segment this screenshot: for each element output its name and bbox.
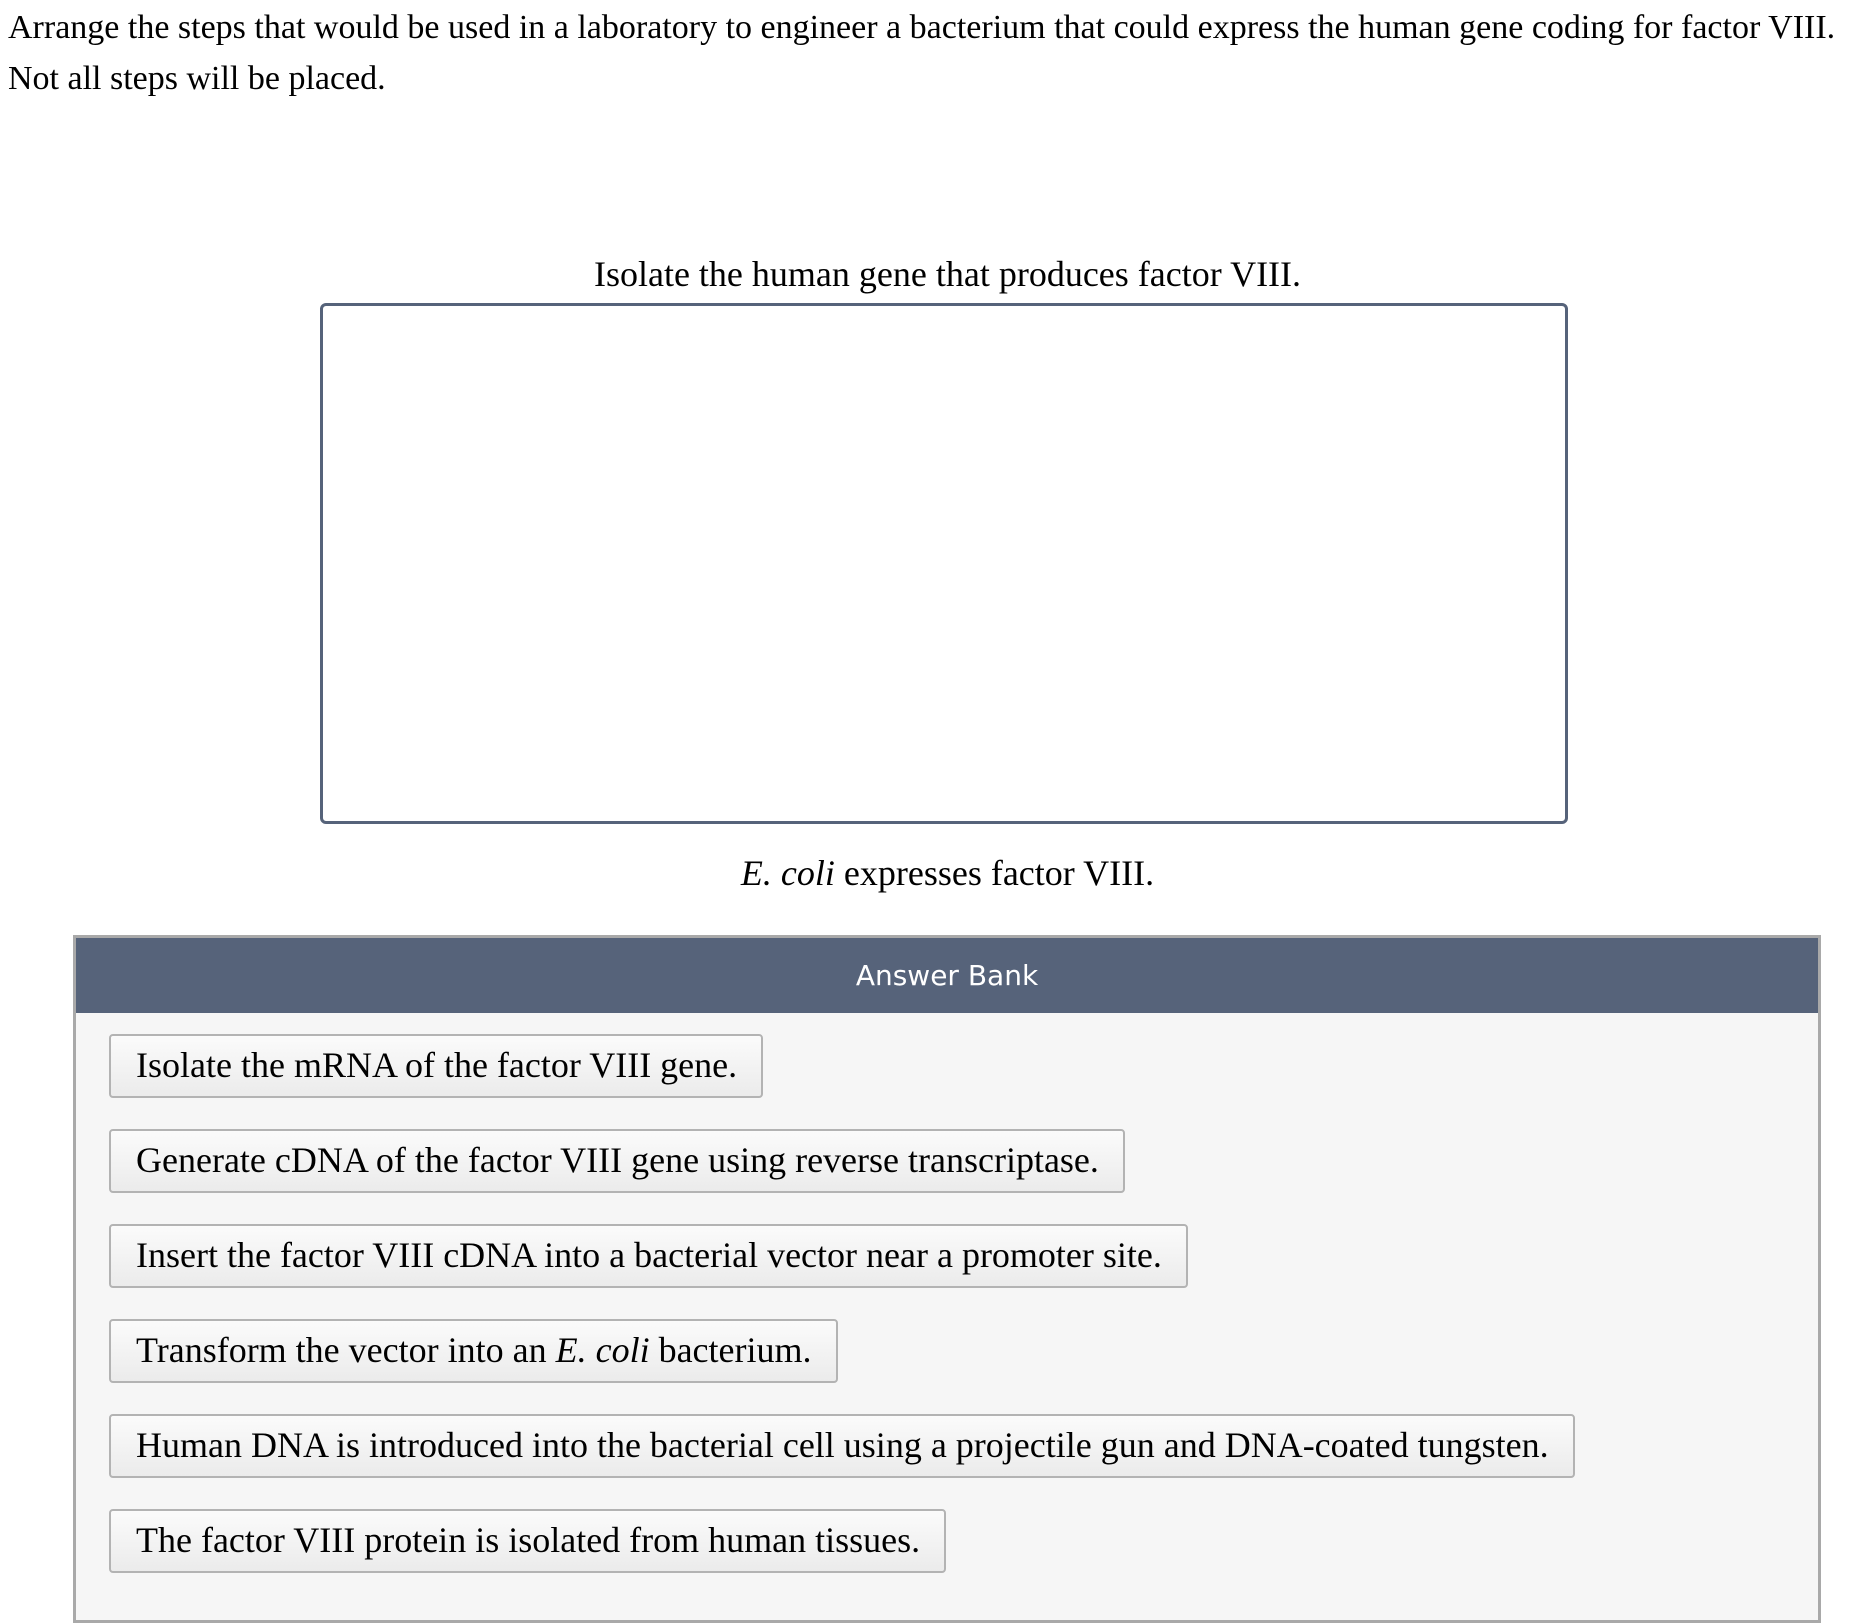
answer-chip-isolate-mrna[interactable]: Isolate the mRNA of the factor VIII gene.	[109, 1034, 763, 1098]
answer-chip-gene-gun[interactable]: Human DNA is introduced into the bacterial cell using a projectile gun and DNA-coated tungsten.	[109, 1414, 1575, 1478]
sequence-end-organism: E. coli	[740, 853, 835, 893]
answer-chip-transform-organism: E. coli	[555, 1330, 650, 1370]
answer-chip-insert-cdna[interactable]: Insert the factor VIII cDNA into a bacterial vector near a promoter site.	[109, 1224, 1188, 1288]
question-text: Arrange the steps that would be used in a laboratory to engineer a bacterium that could express the human gene coding for factor VIII. Not all steps will be placed.	[8, 9, 1836, 97]
sequence-dropzone[interactable]	[320, 303, 1568, 824]
answer-chip-transform-text-before: Transform the vector into an	[136, 1330, 556, 1370]
answer-chip-transform-text-after: bacterium.	[649, 1330, 812, 1370]
answer-chip-generate-cdna[interactable]: Generate cDNA of the factor VIII gene using reverse transcriptase.	[109, 1129, 1125, 1193]
answer-bank-items	[76, 1013, 1818, 1573]
answer-bank-title: Answer Bank	[76, 938, 1818, 1013]
sequence-start-label: Isolate the human gene that produces factor VIII.	[593, 254, 1302, 294]
answer-bank	[73, 935, 1821, 1623]
sequence-end-text: expresses factor VIII.	[834, 853, 1155, 893]
answer-chip-protein-isolation[interactable]: The factor VIII protein is isolated from human tissues.	[109, 1509, 946, 1573]
sequence-end-label	[320, 851, 1575, 895]
answer-chip-transform-vector[interactable]	[109, 1319, 838, 1383]
